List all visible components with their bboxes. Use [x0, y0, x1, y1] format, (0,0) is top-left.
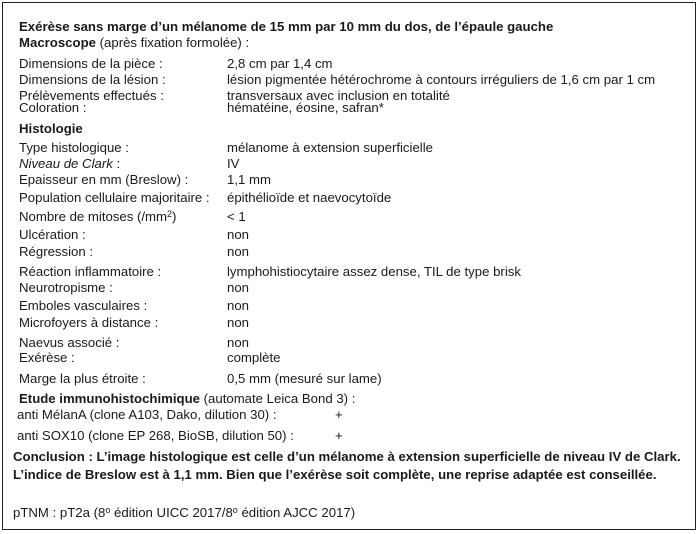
- histo-label-inflammation: Réaction inflammatoire :: [19, 264, 162, 279]
- ihc-heading: [19, 391, 355, 406]
- histo-label-marge: Marge la plus étroite :: [19, 371, 146, 386]
- ihc-label-melana: anti MélanA (clone A103, Dako, dilution 30) :: [17, 407, 277, 422]
- ihc-value-melana: +: [335, 407, 343, 422]
- histo-label-breslow: Epaisseur en mm (Breslow) :: [19, 172, 189, 187]
- histo-label-ulceration: Ulcération :: [19, 227, 86, 242]
- ptnm-line: [13, 505, 355, 520]
- histo-label-neurotropism: Neurotropisme :: [19, 280, 113, 295]
- macro-label-coloration: Coloration :: [19, 100, 87, 115]
- macro-value-coloration: hématéine, éosine, safran*: [227, 100, 384, 115]
- conclusion-text: Conclusion : L’image histologique est celle d’un mélanome à extension superficielle de niveau IV de Clark. L’indice de Breslow est à 1,1 mm. Bien que l’exérèse soit complète, une reprise adaptée est conseillée.: [13, 449, 681, 482]
- histo-heading: Histologie: [19, 121, 83, 136]
- histo-value-regression: non: [227, 244, 250, 259]
- histo-value-exerese: complète: [227, 350, 281, 365]
- histo-value-mitoses: < 1: [227, 209, 246, 224]
- histo-label-naevus: Naevus associé :: [19, 335, 120, 350]
- histo-value-emboles: non: [227, 298, 250, 313]
- histo-label-mitoses-suffix: ): [172, 209, 177, 224]
- histo-value-breslow: 1,1 mm: [227, 172, 271, 187]
- histo-label-emboles: Emboles vasculaires :: [19, 298, 148, 313]
- ptnm-suffix: édition AJCC 2017): [237, 505, 356, 520]
- histo-label-clark-text: Niveau de Clark: [19, 156, 113, 171]
- histo-label-regression: Régression :: [19, 244, 94, 259]
- histo-value-type: mélanome à extension superficielle: [227, 140, 433, 155]
- histo-label-microfoyers: Microfoyers à distance :: [19, 315, 159, 330]
- macro-label-prelevements: Prélèvements effectués :: [19, 88, 164, 103]
- macro-value-lesion: lésion pigmentée hétérochrome à contours irréguliers de 1,6 cm par 1 cm: [227, 72, 656, 87]
- macro-label-piece: Dimensions de la pièce :: [19, 56, 163, 71]
- macro-heading: [19, 35, 249, 50]
- histo-label-mitoses-sup: 2: [167, 209, 173, 219]
- histo-value-population: épithélioïde et naevocytoïde: [227, 190, 392, 205]
- macro-label-lesion: Dimensions de la lésion :: [19, 72, 166, 87]
- histo-label-mitoses-text: Nombre de mitoses (/mm: [19, 209, 168, 224]
- histo-value-ulceration: non: [227, 227, 250, 242]
- histo-value-microfoyers: non: [227, 315, 250, 330]
- macro-heading-label: Macroscope: [19, 35, 96, 50]
- report-title: Exérèse sans marge d’un mélanome de 15 mm par 10 mm du dos, de l’épaule gauche: [19, 19, 554, 34]
- ihc-heading-note: (automate Leica Bond 3) :: [199, 391, 356, 406]
- macro-heading-note: (après fixation formolée) :: [95, 35, 250, 50]
- ihc-label-sox10: anti SOX10 (clone EP 268, BioSB, dilution 50) :: [17, 428, 294, 443]
- macro-value-prelevements: transversaux avec inclusion en totalité: [227, 88, 450, 103]
- histo-label-clark: [19, 156, 120, 171]
- ptnm-sup-1: o: [105, 505, 111, 515]
- ihc-heading-label: Etude immunohistochimique: [19, 391, 200, 406]
- histo-label-exerese: Exérèse :: [19, 350, 75, 365]
- histo-label-population: Population cellulaire majoritaire :: [19, 190, 210, 205]
- ptnm-sup-2: o: [232, 505, 238, 515]
- histo-label-type: Type histologique :: [19, 140, 129, 155]
- ptnm-prefix: pTNM : pT2a (8: [13, 505, 106, 520]
- histo-label-mitoses: [19, 209, 176, 224]
- macro-value-piece: 2,8 cm par 1,4 cm: [227, 56, 333, 71]
- histo-value-naevus: non: [227, 335, 250, 350]
- histo-value-clark: IV: [227, 156, 240, 171]
- ihc-value-sox10: +: [335, 428, 343, 443]
- pathology-report: [2, 2, 696, 530]
- histo-label-clark-suffix: :: [112, 156, 121, 171]
- histo-value-inflammation: lymphohistiocytaire assez dense, TIL de type brisk: [227, 264, 521, 279]
- histo-value-marge: 0,5 mm (mesuré sur lame): [227, 371, 382, 386]
- ptnm-mid: édition UICC 2017/8: [110, 505, 233, 520]
- histo-value-neurotropism: non: [227, 280, 250, 295]
